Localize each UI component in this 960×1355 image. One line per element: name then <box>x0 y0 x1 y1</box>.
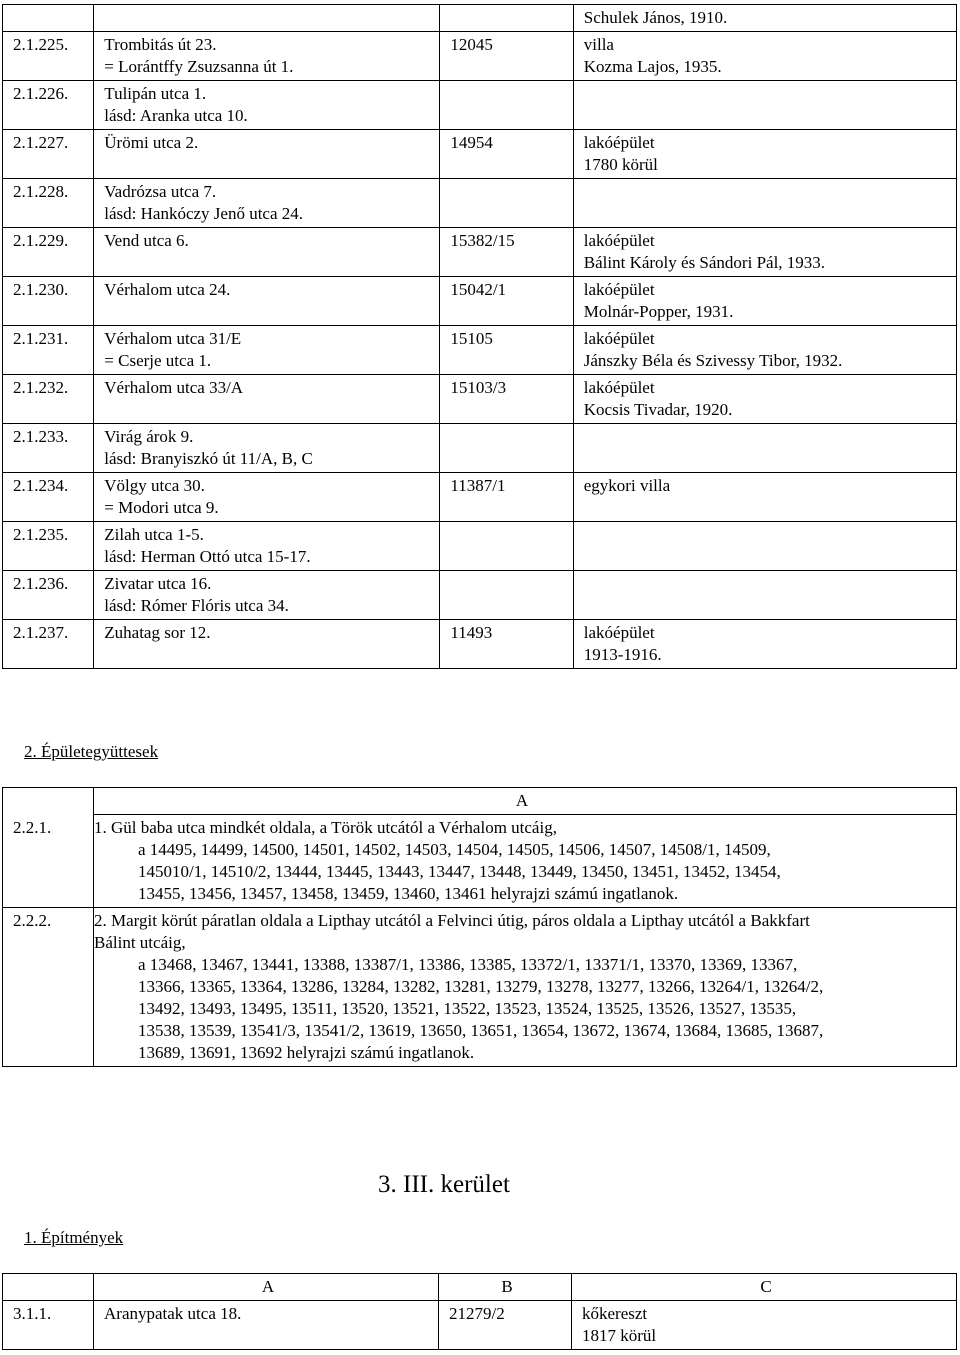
buildings-table <box>2 4 957 669</box>
table-row <box>3 424 957 473</box>
table-row <box>3 815 957 908</box>
entry-address-line: = Cserje utca 1. <box>104 351 212 370</box>
entry-address-line: = Lorántffy Zsuzsanna út 1. <box>104 57 294 76</box>
entry-lot-number <box>440 424 573 473</box>
entry-number: 2.1.228. <box>3 179 94 228</box>
entry-lots-line: 13689, 13691, 13692 helyrajzi számú ingatlanok. <box>138 1043 475 1062</box>
entry-address-line: lásd: Branyiszkó út 11/A, B, C <box>104 449 313 468</box>
entry-title-continued: Bálint utcáig, <box>94 933 186 952</box>
entry-lot-number: 15042/1 <box>440 277 573 326</box>
entry-address-line: Tulipán utca 1. <box>104 84 207 103</box>
entry-description-line: 1780 körül <box>583 155 658 174</box>
entry-address-line: Trombitás út 23. <box>104 35 217 54</box>
table-row <box>3 326 957 375</box>
entry-address-line: Vend utca 6. <box>104 231 189 250</box>
table-row <box>3 5 957 32</box>
table-row <box>3 620 957 669</box>
entry-address-line: lásd: Rómer Flóris utca 34. <box>104 596 289 615</box>
entry-description-line: 1913-1916. <box>583 645 662 664</box>
entry-address <box>94 179 440 228</box>
entry-description <box>573 179 956 228</box>
entry-address-line: Vérhalom utca 24. <box>104 280 231 299</box>
table-row <box>3 908 957 1067</box>
entry-lots-line: 13538, 13539, 13541/3, 13541/2, 13619, 13650, 13651, 13654, 13672, 13674, 13684, 13685, 13687, <box>138 1021 824 1040</box>
entry-address <box>94 424 440 473</box>
entry-number: 2.1.237. <box>3 620 94 669</box>
entry-description-line: kőkereszt <box>582 1304 648 1323</box>
entry-address-line: Virág árok 9. <box>104 427 194 446</box>
table-row <box>3 228 957 277</box>
entry-number: 2.1.227. <box>3 130 94 179</box>
entry-address-line: lásd: Hankóczy Jenő utca 24. <box>104 204 304 223</box>
entry-description <box>573 473 956 522</box>
entry-number: 2.1.233. <box>3 424 94 473</box>
entry-address <box>94 32 440 81</box>
entry-description-line: Schulek János, 1910. <box>583 8 728 27</box>
building-groups-table <box>2 787 957 1067</box>
entry-address <box>94 620 440 669</box>
entry-description-line: Jánszky Béla és Szivessy Tibor, 1932. <box>583 351 843 370</box>
entry-address-line: Vérhalom utca 33/A <box>104 378 244 397</box>
table-row <box>3 277 957 326</box>
entry-number: 2.1.236. <box>3 571 94 620</box>
entry-description <box>572 1301 957 1350</box>
entry-description-line: Molnár-Popper, 1931. <box>583 302 734 321</box>
section-heading-structures: 1. Építmények <box>24 1228 124 1247</box>
column-header-a: A <box>94 1274 439 1301</box>
table-row <box>3 375 957 424</box>
entry-address-line: Zuhatag sor 12. <box>104 623 211 642</box>
table-header-row <box>3 788 957 815</box>
entry-description <box>573 620 956 669</box>
entry-address-line: = Modori utca 9. <box>104 498 219 517</box>
entry-content <box>94 815 957 908</box>
entry-lot-number: 15382/15 <box>440 228 573 277</box>
entry-number: 3.1.1. <box>3 1301 94 1350</box>
entry-number: 2.1.230. <box>3 277 94 326</box>
entry-address-line: lásd: Aranka utca 10. <box>104 106 248 125</box>
entry-address-line: Vadrózsa utca 7. <box>104 182 217 201</box>
entry-lot-number <box>440 179 573 228</box>
entry-lot-number <box>440 81 573 130</box>
entry-description-line: lakóépület <box>583 231 655 250</box>
entry-address <box>94 522 440 571</box>
entry-title: 2. Margit körút páratlan oldala a Lipthay utcától a Felvinci útig, páros oldala a Lipthay utcától a Bakkfart <box>94 911 810 930</box>
entry-description-line: 1817 körül <box>582 1326 657 1345</box>
entry-lots-line: a 13468, 13467, 13441, 13388, 13387/1, 13386, 13385, 13372/1, 13371/1, 13370, 13369, 13367, <box>138 955 798 974</box>
entry-address-line: Ürömi utca 2. <box>104 133 199 152</box>
table-row <box>3 522 957 571</box>
entry-description <box>573 326 956 375</box>
entry-address-line: lásd: Herman Ottó utca 15-17. <box>104 547 311 566</box>
entry-number: 2.1.234. <box>3 473 94 522</box>
table-row <box>3 32 957 81</box>
entry-address <box>94 326 440 375</box>
entry-description-line: Kozma Lajos, 1935. <box>583 57 722 76</box>
entry-description-line: lakóépület <box>583 133 655 152</box>
entry-address <box>94 375 440 424</box>
entry-number: 2.1.225. <box>3 32 94 81</box>
district-title: 3. III. kerület <box>378 1171 510 1198</box>
entry-lots-line: a 14495, 14499, 14500, 14501, 14502, 14503, 14504, 14505, 14506, 14507, 14508/1, 14509, <box>138 840 771 859</box>
entry-description-line: egykori villa <box>583 476 671 495</box>
table-header-row <box>3 1274 957 1301</box>
district-structures-table <box>2 1273 957 1350</box>
entry-description <box>573 5 956 32</box>
entry-address <box>94 571 440 620</box>
table-row <box>3 473 957 522</box>
entry-description <box>573 424 956 473</box>
entry-number: 2.1.229. <box>3 228 94 277</box>
entry-lot-number: 11493 <box>440 620 573 669</box>
entry-description-line: lakóépület <box>583 623 655 642</box>
entry-description-line: villa <box>583 35 614 54</box>
entry-number: 2.2.1. <box>3 815 94 908</box>
entry-lot-number: 14954 <box>440 130 573 179</box>
table-row <box>3 571 957 620</box>
entry-address-line: Völgy utca 30. <box>104 476 205 495</box>
entry-address: Aranypatak utca 18. <box>94 1301 439 1350</box>
entry-number <box>3 5 94 32</box>
entry-address <box>94 130 440 179</box>
entry-address <box>94 5 440 32</box>
entry-description <box>573 130 956 179</box>
entry-address <box>94 473 440 522</box>
entry-description-line: lakóépület <box>583 280 655 299</box>
entry-lots-line: 13455, 13456, 13457, 13458, 13459, 13460, 13461 helyrajzi számú ingatlanok. <box>138 884 679 903</box>
entry-description-line: Bálint Károly és Sándori Pál, 1933. <box>583 253 826 272</box>
entry-number: 2.1.231. <box>3 326 94 375</box>
entry-address <box>94 277 440 326</box>
column-header-b: B <box>439 1274 572 1301</box>
entry-lot-number: 12045 <box>440 32 573 81</box>
entry-description <box>573 375 956 424</box>
entry-description-line: lakóépület <box>583 378 655 397</box>
entry-address-line: Zivatar utca 16. <box>104 574 212 593</box>
entry-number: 2.1.226. <box>3 81 94 130</box>
entry-lot-number: 11387/1 <box>440 473 573 522</box>
table-row <box>3 1301 957 1350</box>
entry-description <box>573 81 956 130</box>
entry-number: 2.2.2. <box>3 908 94 1067</box>
entry-lots-line: 145010/1, 14510/2, 13444, 13445, 13443, 13447, 13448, 13449, 13450, 13451, 13452, 13454, <box>138 862 781 881</box>
entry-description <box>573 32 956 81</box>
entry-number: 2.1.235. <box>3 522 94 571</box>
entry-lot-number <box>440 5 573 32</box>
entry-address-line: Zilah utca 1-5. <box>104 525 204 544</box>
entry-lot-number <box>440 571 573 620</box>
entry-content <box>94 908 957 1067</box>
entry-lots-line: 13366, 13365, 13364, 13286, 13284, 13282, 13281, 13279, 13278, 13277, 13266, 13264/1, 13264/2, <box>138 977 824 996</box>
entry-lot-number <box>440 522 573 571</box>
entry-lot-number: 15105 <box>440 326 573 375</box>
entry-description <box>573 571 956 620</box>
entry-title: 1. Gül baba utca mindkét oldala, a Török utcától a Vérhalom utcáig, <box>94 818 557 837</box>
section-heading-building-groups: 2. Épületegyüttesek <box>24 742 159 761</box>
table-row <box>3 130 957 179</box>
table-row <box>3 81 957 130</box>
entry-description <box>573 228 956 277</box>
entry-lot-number: 21279/2 <box>439 1301 572 1350</box>
entry-lot-number: 15103/3 <box>440 375 573 424</box>
entry-description-line: Kocsis Tivadar, 1920. <box>583 400 733 419</box>
entry-address <box>94 81 440 130</box>
entry-description <box>573 522 956 571</box>
entry-number: 2.1.232. <box>3 375 94 424</box>
table-row <box>3 179 957 228</box>
entry-address <box>94 228 440 277</box>
entry-description <box>573 277 956 326</box>
entry-description-line: lakóépület <box>583 329 655 348</box>
entry-lots-line: 13492, 13493, 13495, 13511, 13520, 13521, 13522, 13523, 13524, 13525, 13526, 13527, 13535, <box>138 999 797 1018</box>
entry-address-line: Vérhalom utca 31/E <box>104 329 242 348</box>
column-header-a: A <box>94 788 957 815</box>
column-header-c: C <box>572 1274 957 1301</box>
